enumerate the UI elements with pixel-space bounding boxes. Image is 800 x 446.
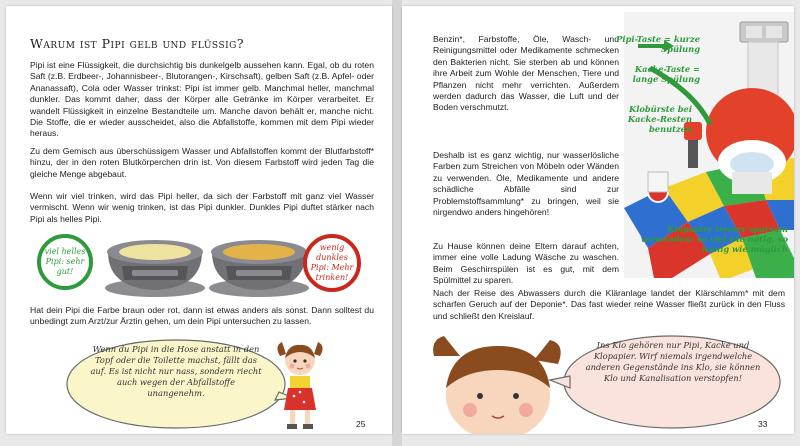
- label-pipi-button: Pipi-Taste = kurze Spülung: [616, 34, 700, 54]
- dark-pipi-circle: [303, 234, 361, 292]
- bubble-right-text: Ins Klo gehören nur Pipi, Kacke und Klopapier. Wirf niemals irgendwelche anderen Gegenstände ins Klo, sie können Klo und Kanalisation verstopfen!: [585, 340, 761, 383]
- label-kacke-button: Kacke-Taste = lange Spülung: [632, 64, 700, 84]
- girl-illustration: [272, 340, 328, 432]
- label-toilet-paper: Klopapier immer sparsam verwenden: so viel wie nötig, so wenig wie möglich: [640, 224, 788, 254]
- page-number-left: 25: [356, 419, 366, 429]
- left-page: [6, 6, 392, 434]
- paragraph-4: Hat dein Pipi die Farbe braun oder rot, dann ist etwas anders als sonst. Dann solltest du unbedingt zum Arzt/zur Ärztin gehen, um dein Pipi untersuchen zu lassen.: [30, 305, 374, 327]
- label-toilet-brush: Klobürste bei Kacke-Resten benutzen: [627, 104, 692, 134]
- potty-dark-icon: [206, 236, 312, 298]
- right-page: [402, 6, 794, 434]
- right-paragraph-2: Deshalb ist es ganz wichtig, nur wasserlösliche Farben zum Streichen von Möbeln oder Wänden zu verwenden. Öle, Medikamente und andere schädliche Abfälle sind zur Problemstoffsammlung* zu bringen, weil sie nirgendwo anders hingehören!: [433, 150, 619, 218]
- right-paragraph-3: Zu Hause können deine Eltern darauf achten, immer eine volle Ladung Wäsche zu waschen. Beim Geschirrspülen ist es gut, mit dem Spülmittel zu sparen.: [433, 241, 619, 286]
- paragraph-3: Wenn wir viel trinken, wird das Pipi heller, da sich der Farbstoff mit ganz viel Wasser vermischt. Wenn wir wenig trinken, ist das Pipi dunkler. Dunkles Pipi duftet stärker nach Pipi als helles Pipi.: [30, 191, 374, 224]
- page-number-right: 33: [758, 419, 768, 429]
- girl-face-illustration: [430, 326, 566, 434]
- potty-light-icon: [102, 236, 208, 298]
- dark-pipi-text: wenig dunkles Pipi: Mehr trinken!: [310, 243, 354, 282]
- paragraph-1: Pipi ist eine Flüssigkeit, die durchsichtig bis dunkelgelb aussehen kann. Egal, ob du roten Saft (z.B. Erdbeer-, Johannisbeer-, Blutorangen-, Kirschsaft), gelben Saft (z.B. Apfel- oder Ananassaft), Cola oder Wasser trinkst: Pipi ist immer gelb. Manchmal heller, manchmal dunkler. Das kommt daher, dass der Körper alle Getränke im Körper verarbeitet. Er wandelt Flüssigkeit in einzelne Bestandteile um. Manche davon behält er, manche nicht. Die Stoffe, die er wieder ausscheidet, also die Abfallstoffe, kommen mit dem Pipi wieder heraus.: [30, 60, 374, 139]
- light-pipi-text: viel helles Pipi: sehr gut!: [44, 247, 86, 276]
- light-pipi-circle: [37, 234, 93, 290]
- right-paragraph-4: Nach der Reise des Abwassers durch die Kläranlage landet der Klärschlamm* mit dem scharfen Geruch auf der Deponie*. Das fast wieder reine Wasser fließt zurück in den Fluss und schließt den Kreislauf.: [433, 288, 785, 321]
- page-title: Warum ist Pipi gelb und flüssig?: [30, 36, 245, 51]
- paragraph-2: Zu dem Gemisch aus überschüssigem Wasser und Abfallstoffen kommt der Blutfarbstoff* hinzu, der in den roten Blutkörperchen drin ist. Von diesem Farbstoff wird jeden Tag die gleiche Menge abgebaut.: [30, 146, 374, 179]
- book-gutter: [392, 0, 402, 446]
- bubble-left-text: Wenn du Pipi in die Hose anstatt in den Topf oder die Toilette machst, fällt das auf. Es ist nicht nur nass, sondern riecht auch wegen der Abfallstoffe unangenehm.: [90, 344, 262, 398]
- right-paragraph-1: Benzin*, Farbstoffe, Öle, Wasch- und Reinigungsmittel oder Medikamente schmecken den Bakterien nicht. Sie sterben ab und können ihre Arbeit zum Wohle der Menschen, Tiere und Pflanzen nicht mehr verrichten. Außerdem werden dadurch das Wasser, die Luft und der Boden verschmutzt.: [433, 34, 619, 113]
